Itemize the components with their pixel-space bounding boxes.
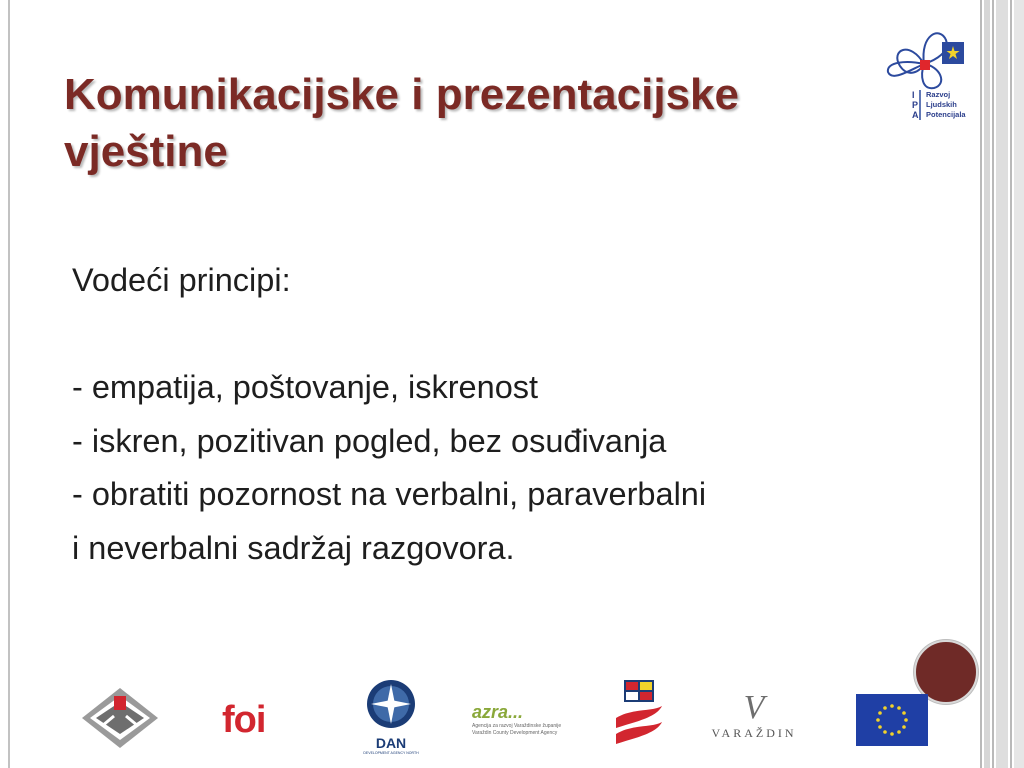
right-border-stripe — [996, 0, 1008, 768]
principle-item: i neverbalni sadržaj razgovora. — [72, 529, 515, 566]
ipa-line: Ljudskih — [926, 100, 957, 109]
slide-title — [64, 66, 864, 180]
slide-body — [72, 254, 972, 575]
right-border-stripe — [1014, 0, 1024, 768]
azra-logo-text: azra... — [472, 702, 524, 722]
principle-item: - obratiti pozornost na verbalni, paraverbalni — [72, 476, 707, 512]
right-border-stripe — [1010, 0, 1012, 768]
right-border-stripe — [984, 0, 990, 768]
foi-logo: foi — [222, 699, 266, 741]
varazdin-logo — [708, 690, 800, 741]
varazdin-mark: V — [743, 689, 765, 726]
right-border-stripe — [992, 0, 994, 768]
dan-logo-subtext: DEVELOPMENT AGENCY NORTH — [363, 751, 419, 755]
ipa-letters — [912, 90, 919, 120]
ipa-line: Razvoj — [926, 90, 951, 99]
azra-logo — [472, 702, 561, 737]
slide-title-line: vještine — [64, 127, 228, 176]
ipa-letter: P — [912, 100, 919, 110]
left-border-line — [8, 0, 10, 768]
ipa-letter: A — [912, 110, 919, 120]
principle-item: - empatija, poštovanje, iskrenost — [72, 369, 539, 405]
eu-flag-icon — [856, 694, 928, 746]
ipa-logo-text — [926, 90, 966, 120]
azra-logo-subtext: Varaždin County Development Agency — [472, 730, 558, 736]
slide-title-line: Komunikacijske i prezentacijske — [64, 70, 739, 119]
spacer — [72, 308, 972, 362]
dan-logo-text: DAN — [375, 735, 407, 751]
principle-item: - iskren, pozitivan pogled, bez osuđivanja — [72, 422, 667, 459]
azra-logo-subtext: Agencija za razvoj Varaždinske županije — [472, 723, 562, 729]
varazdin-logo-text: VARAŽDIN — [711, 726, 797, 740]
county-crest-icon — [612, 678, 666, 750]
dan-logo — [356, 678, 426, 755]
ipa-line: Potencijala — [926, 110, 966, 119]
ipa-letter: I — [912, 90, 915, 100]
zz-logo-icon — [80, 686, 160, 750]
principles-heading: Vodeći principi: — [72, 262, 291, 298]
compass-icon — [356, 678, 426, 730]
